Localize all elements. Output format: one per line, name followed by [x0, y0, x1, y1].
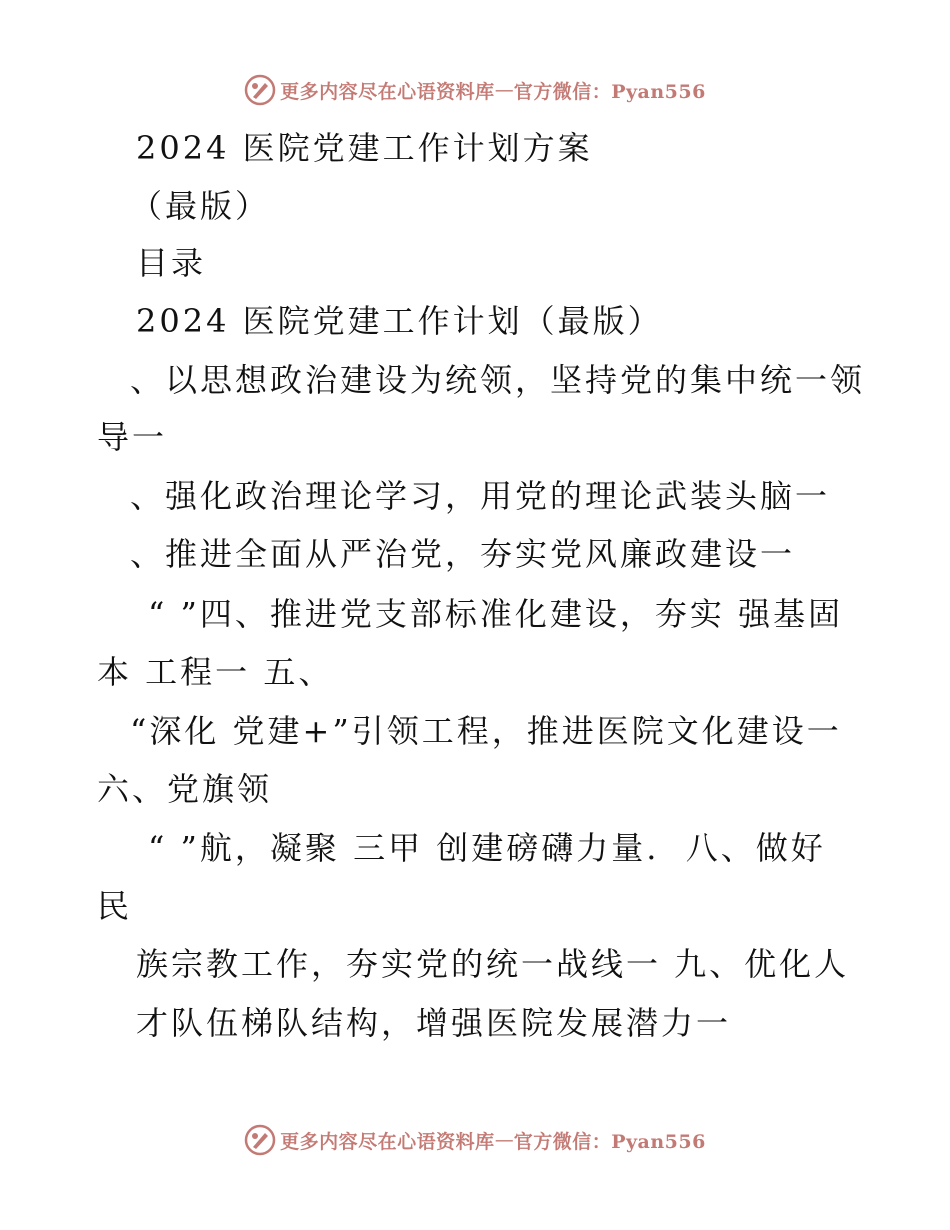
watermark-separator: —: [494, 1129, 514, 1151]
toc-title-line: 2024 医院党建工作计划（最版）: [136, 302, 663, 340]
toc-line: “ ”航，凝聚 三甲 创建磅礴力量. 八、做好: [148, 829, 826, 867]
watermark-banner-bottom: [0, 1122, 950, 1158]
toc-line: “深化 党建+”引领工程，推进医院文化建设一: [130, 712, 842, 750]
document-subtitle: （最版）: [130, 187, 271, 225]
toc-line: 、强化政治理论学习，用党的理论武装头脑一: [130, 477, 831, 515]
quill-seal-icon: [244, 1124, 276, 1156]
toc-line: 六、党旗领: [97, 770, 273, 808]
toc-line: 、以思想政治建设为统领，坚持党的集中统一领: [130, 361, 866, 399]
watermark-brand-text: 更多内容尽在心语资料库: [280, 1130, 495, 1153]
toc-line: 才队伍梯队结构，增强医院发展潜力一: [136, 1004, 732, 1042]
watermark-contact-text: 官方微信：Pyan556: [513, 80, 706, 103]
watermark-separator: —: [494, 79, 514, 101]
toc-line: 本 工程一 五、: [97, 653, 334, 691]
toc-line: “ ”四、推进党支部标准化建设，夯实 强基固: [148, 595, 844, 633]
watermark-brand-text: 更多内容尽在心语资料库: [280, 80, 495, 103]
watermark-contact-text: 官方微信：Pyan556: [513, 1130, 706, 1153]
document-title: 2024 医院党建工作计划方案: [136, 129, 593, 167]
toc-line: 、推进全面从严治党，夯实党风廉政建设一: [130, 535, 796, 573]
toc-heading: 目录: [136, 244, 207, 282]
toc-line: 族宗教工作，夯实党的统一战线一 九、优化人: [136, 945, 850, 983]
toc-line: 民: [97, 887, 133, 925]
toc-line: 导一: [97, 418, 168, 456]
